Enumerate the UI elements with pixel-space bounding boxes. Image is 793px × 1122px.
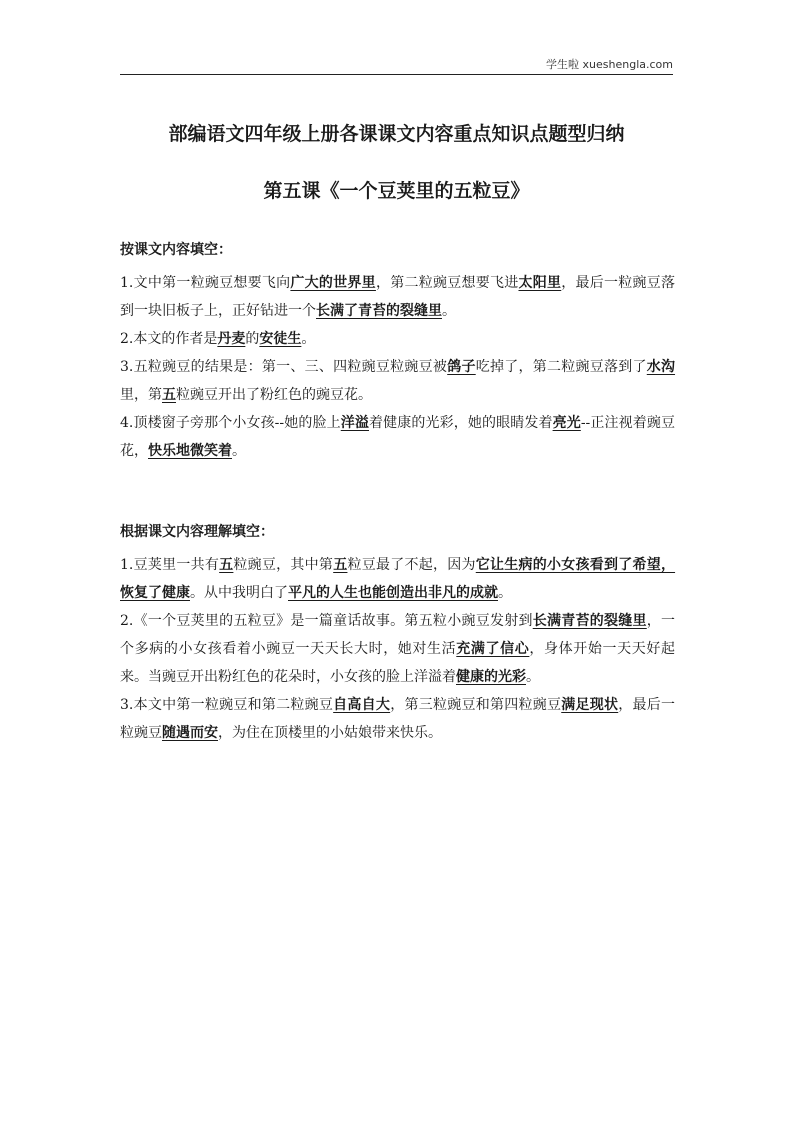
- fill-in-by-text-section: [120, 240, 675, 465]
- question-text: 3.五粒豌豆的结果是：第一、三、四粒豌豆粒豌豆被: [120, 359, 448, 375]
- question-text: 粒豌豆，其中第: [233, 557, 334, 573]
- answer-text: 随遇而安: [162, 725, 218, 741]
- question-text: 4.顶楼窗子旁那个小女孩--她的脸上: [120, 415, 341, 431]
- question-text: ，最后一粒豌豆: [120, 697, 676, 741]
- question-text: ，第二粒豌豆想要飞进: [375, 275, 519, 291]
- question-text: 着健康的光彩，她的眼睛发着: [369, 415, 553, 431]
- question-item: [120, 691, 675, 747]
- answer-text: 健康的光彩: [456, 669, 526, 685]
- answer-text: 快乐地微笑着: [148, 443, 232, 459]
- answer-text: 水沟: [646, 359, 676, 375]
- answer-text: 长满青苔的裂缝里: [532, 613, 647, 629]
- question-item: [120, 409, 675, 465]
- question-item: [120, 607, 675, 691]
- document-title: 部编语文四年级上册各课课文内容重点知识点题型归纳: [168, 123, 625, 145]
- answer-text: 五: [219, 557, 234, 573]
- question-text: ，第三粒豌豆和第四粒豌豆: [390, 697, 562, 713]
- question-text: --正注视着豌豆花，: [120, 415, 676, 459]
- question-text: 粒豆最了不起，因为: [347, 557, 476, 573]
- question-text: ，一个多病的小女孩看着小豌豆一天天长大时，她对生活: [120, 613, 676, 657]
- answer-text: 洋溢: [340, 415, 369, 431]
- comprehension-fill-in-section: [120, 522, 675, 747]
- question-text: 。: [498, 585, 512, 601]
- question-item: [120, 353, 675, 409]
- question-text: 粒豌豆开出了粉红色的豌豆花。: [176, 387, 372, 403]
- answer-text: 它让生病的小女孩看到了希望，恢复了健康: [120, 557, 676, 601]
- answer-text: 广大的世界里: [290, 275, 376, 291]
- answer-text: 五: [162, 387, 176, 403]
- answer-text: 长满了青苔的裂缝里: [316, 303, 442, 319]
- question-text: 。: [442, 303, 456, 319]
- header-brand: 学生啦 xueshengla.com: [546, 58, 673, 71]
- question-item: [120, 269, 675, 325]
- question-text: 。: [301, 331, 316, 347]
- question-text: 。: [526, 669, 540, 685]
- question-text: ，身体开始一天天好起来。当豌豆开出粉红色的花朵时，小女孩的脸上洋溢着: [120, 641, 676, 685]
- question-text: 吃掉了，第二粒豌豆落到了: [475, 359, 647, 375]
- question-text: 1.文中第一粒豌豆想要飞向: [120, 275, 291, 291]
- section-heading: 按课文内容填空：: [120, 242, 232, 258]
- question-text: 3.本文中第一粒豌豆和第二粒豌豆: [120, 697, 334, 713]
- question-text: 。: [232, 443, 246, 459]
- section-heading: 根据课文内容理解填空：: [120, 524, 274, 540]
- lesson-title: 第五课《一个豆荚里的五粒豆》: [263, 180, 530, 202]
- answer-text: 平凡的人生也能创造出非凡的成就: [288, 585, 498, 601]
- answer-text: 丹麦: [217, 331, 246, 347]
- question-text: 的: [245, 331, 260, 347]
- question-item: [120, 325, 675, 353]
- answer-text: 安徒生: [259, 331, 302, 347]
- question-item: [120, 551, 675, 607]
- page-header: [120, 56, 673, 75]
- answer-text: 五: [333, 557, 348, 573]
- question-text: 2.《一个豆荚里的五粒豆》是一篇童话故事。第五粒小豌豆发射到: [120, 613, 533, 629]
- question-text: 2.本文的作者是: [120, 331, 218, 347]
- answer-text: 满足现状: [561, 697, 619, 713]
- question-text: 1.豆荚里一共有: [120, 557, 220, 573]
- question-text: 里，第: [120, 387, 162, 403]
- answer-text: 充满了信心: [456, 641, 530, 657]
- question-text: 。从中我明白了: [190, 585, 288, 601]
- question-text: ，最后一粒豌豆落到一块旧板子上，正好钻进一个: [120, 275, 676, 319]
- answer-text: 亮光: [552, 415, 581, 431]
- answer-text: 太阳里: [518, 275, 562, 291]
- question-text: ，为住在顶楼里的小姑娘带来快乐。: [218, 725, 442, 741]
- answer-text: 自高自大: [333, 697, 391, 713]
- answer-text: 鸽子: [447, 359, 476, 375]
